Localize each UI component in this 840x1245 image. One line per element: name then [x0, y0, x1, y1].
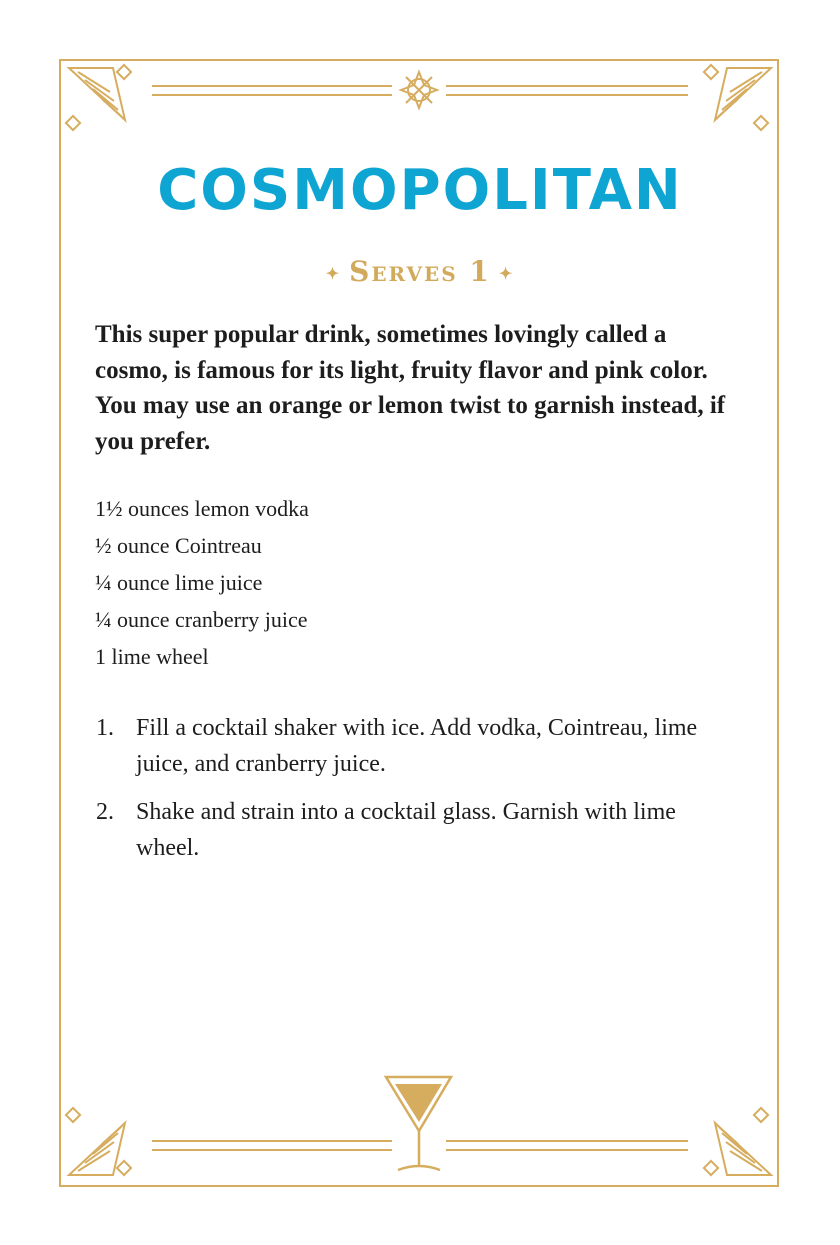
recipe-title: COSMOPOLITAN: [157, 158, 683, 223]
step-number: 2.: [96, 799, 114, 825]
step-list: [96, 710, 736, 878]
step-number: 1.: [96, 715, 114, 741]
serves-text: Serves 1: [349, 255, 491, 288]
ingredient-item: [95, 638, 745, 675]
ingredient-item: [95, 490, 745, 527]
ingredient-item: [95, 527, 745, 564]
ingredient-amount: ½: [95, 533, 112, 558]
ingredient-amount: 1½: [95, 496, 123, 521]
ingredient-item: [95, 601, 745, 638]
ingredient-text: ounce cranberry juice: [117, 607, 308, 632]
ingredient-list: [95, 490, 745, 675]
serves-line: [0, 252, 840, 294]
step-text: Fill a cocktail shaker with ice. Add vodka, Cointreau, lime juice, and cranberry juice.: [136, 715, 698, 777]
ingredient-amount: 1: [95, 644, 106, 669]
step-item: [96, 710, 736, 782]
compass-star-icon: [401, 72, 437, 108]
diamond-icon: ✦: [498, 263, 515, 283]
recipe-intro: This super popular drink, sometimes lovingly called a cosmo, is famous for its light, fruity flavor and pink color. You may use an orange or lemon twist to garnish instead, if you prefer.: [95, 321, 726, 455]
step-text: Shake and strain into a cocktail glass. Garnish with lime wheel.: [136, 799, 676, 861]
ingredient-text: lime wheel: [111, 644, 209, 669]
ingredient-amount: ¼: [95, 607, 112, 632]
step-item: [96, 794, 736, 866]
ingredient-text: ounces lemon vodka: [128, 496, 309, 521]
martini-glass-icon: [386, 1077, 451, 1170]
ingredient-text: ounce lime juice: [117, 570, 263, 595]
ingredient-amount: ¼: [95, 570, 112, 595]
ingredient-item: [95, 564, 745, 601]
diamond-icon: ✦: [325, 263, 342, 283]
ingredient-text: ounce Cointreau: [117, 533, 262, 558]
